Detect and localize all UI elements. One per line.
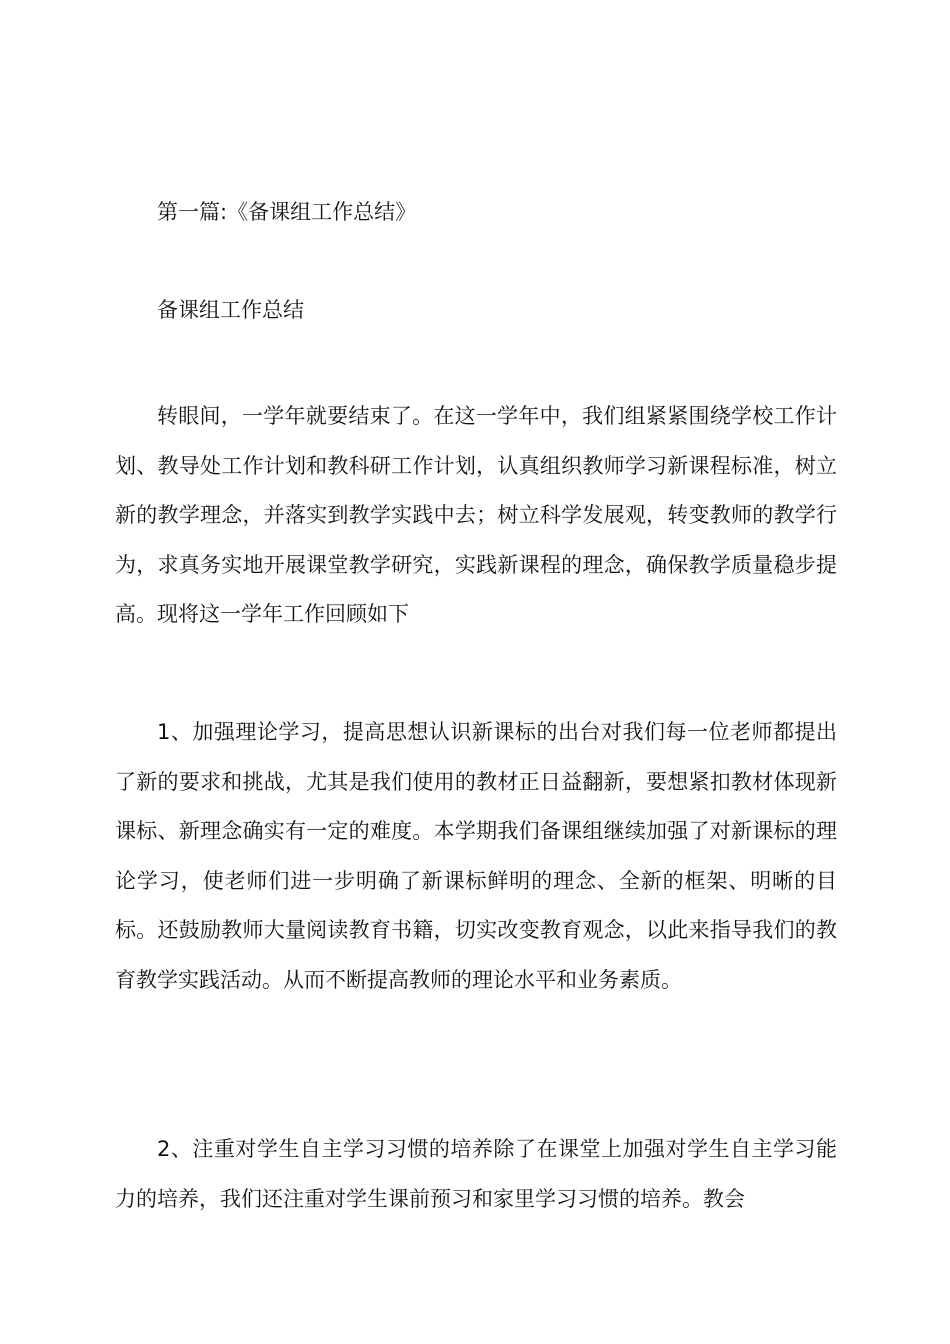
document-subtitle: 备课组工作总结 (157, 298, 304, 322)
paragraph-section-1: 1、加强理论学习，提高思想认识新课标的出台对我们每一位老师都提出了新的要求和挑战，尤其是我们使用的教材正日益翻新，要想紧扣教材体现新课标、新理念确实有一定的难度。本学期我们备课组继续加强了对新课标的理论学习，使老师们进一步明确了新课标鲜明的理念、全新的框架、明晰的目标。还鼓励教师大量阅读教育书籍，切实改变教育观念，以此来指导我们的教育教学实践活动。从而不断提高教师的理论水平和业务素质。 (115, 720, 837, 992)
paragraph-section-2: 2、注重对学生自主学习习惯的培养除了在课堂上加强对学生自主学习能力的培养，我们还注重对学生课前预习和家里学习习惯的培养。教会 (115, 1137, 837, 1211)
paragraph-intro: 转眼间，一学年就要结束了。在这一学年中，我们组紧紧围绕学校工作计划、教导处工作计划和教科研工作计划，认真组织教师学习新课程标准，树立新的教学理念，并落实到教学实践中去；树立科学发展观，转变教师的教学行为，求真务实地开展课堂教学研究，实践新课程的理念，确保教学质量稳步提高。现将这一学年工作回顾如下 (115, 404, 837, 626)
chapter-title: 第一篇:《备课组工作总结》 (157, 200, 417, 224)
